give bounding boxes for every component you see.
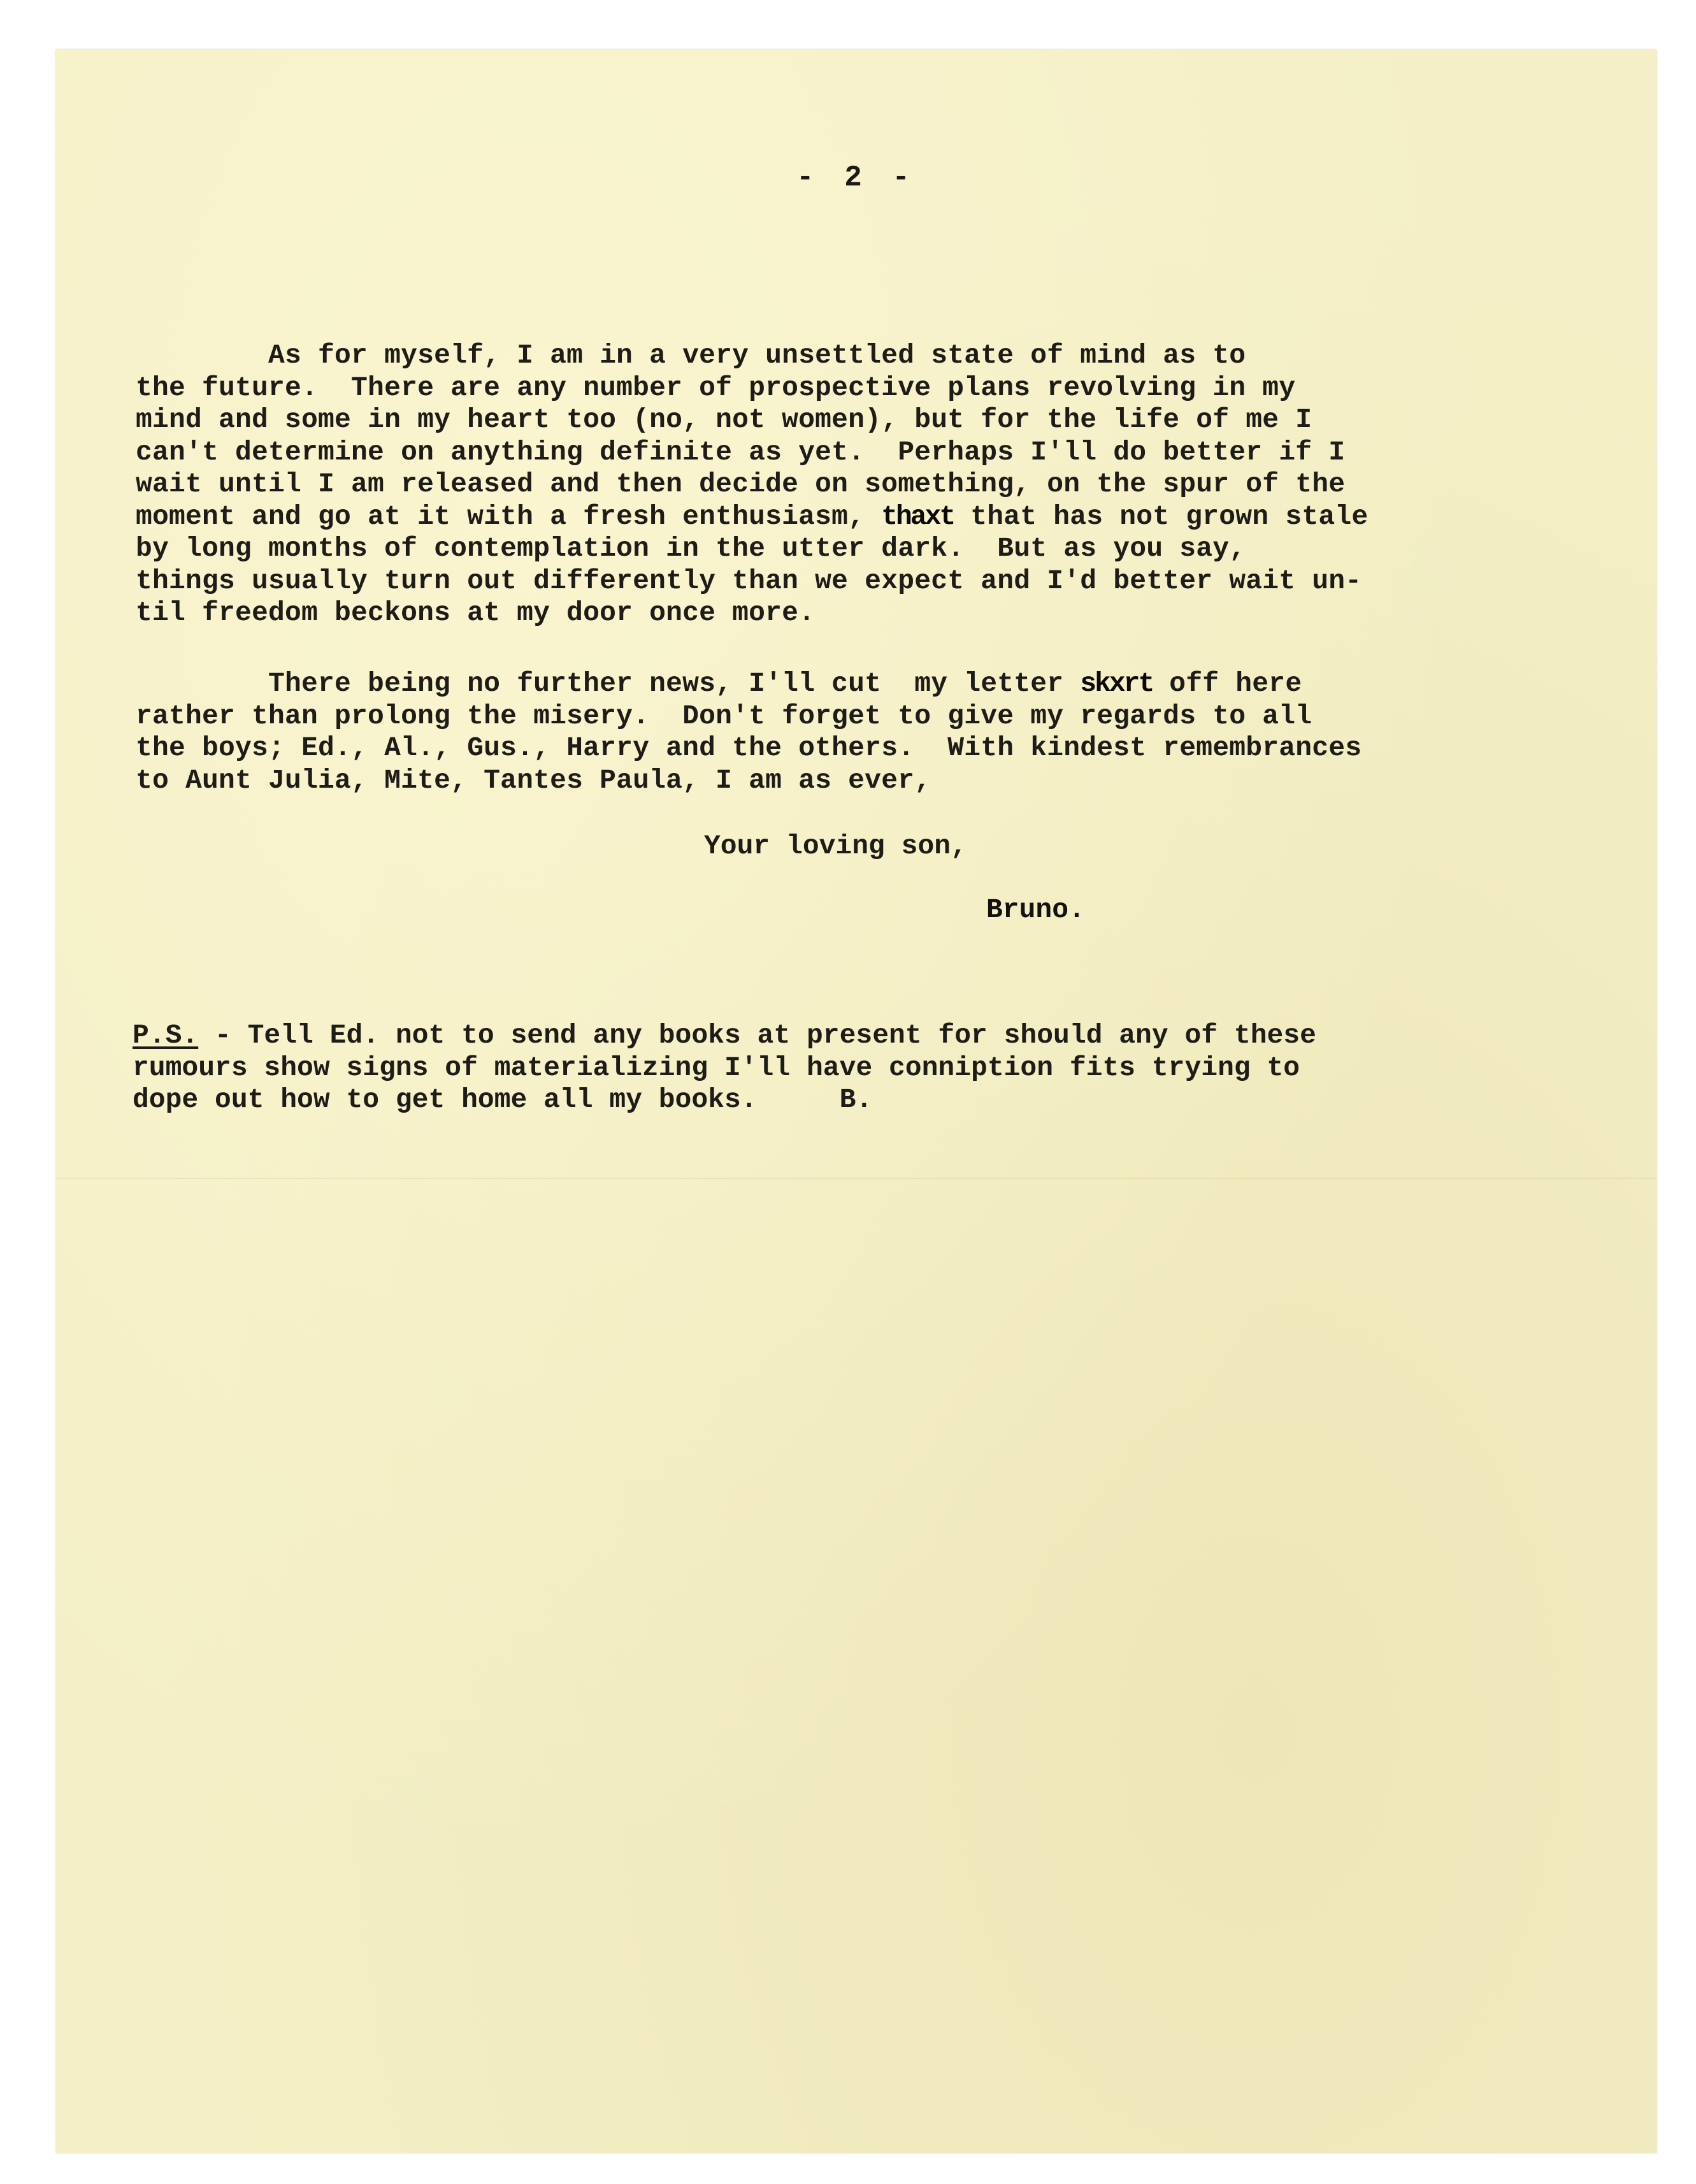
letter-page [56,50,1656,2153]
paragraph-2-line-1 [136,668,1601,700]
paragraph-2-line-2: rather than prolong the misery. Don't forget to give my regards to all [136,700,1312,732]
paragraph-1-line-6 [136,501,1601,533]
postscript-label: P.S. [133,1020,199,1051]
postscript [133,1020,1630,1117]
postscript-line-1-text: - Tell Ed. not to send any books at present for should any of these [198,1020,1316,1051]
paragraph-1-line-1: As for myself, I am in a very unsettled state of mind as to [136,340,1246,371]
paragraph-1-line-8: things usually turn out differently than we expect and I'd better wait un- [136,565,1362,597]
paragraph-2-line-3: the boys; Ed., Al., Gus., Harry and the others. With kindest remembrances [136,732,1362,763]
postscript-line-3: dope out how to get home all my books. B. [133,1084,873,1115]
paragraph-1-line-2: the future. There are any number of prospective plans revolving in my [136,372,1296,403]
paragraph-1 [136,340,1601,630]
paragraph-2-line-4: to Aunt Julia, Mite, Tantes Paula, I am as ever, [136,764,931,796]
postscript-line-2: rumours show signs of materializing I'll have conniption fits trying to [133,1052,1300,1083]
paragraph-1-line-6-start: moment and go at it with a fresh enthusiasm, [136,500,865,532]
paragraph-1-line-9: til freedom beckons at my door once more. [136,597,816,628]
paragraph-2-line-1-end: off here [1153,668,1302,699]
paragraph-1-line-4: can't determine on anything definite as yet. Perhaps I'll do better if I [136,436,1346,468]
page-number: - 2 - [796,161,917,194]
paragraph-1-line-5: wait until I am released and then decide on something, on the spur of the [136,468,1346,500]
paragraph-1-line-3: mind and some in my heart too (no, not women), but for the life of me I [136,404,1312,435]
paragraph-1-line-7: by long months of contemplation in the utter dark. But as you say, [136,533,1246,564]
struck-out-word: thaxt [881,500,954,532]
signature: Bruno. [986,894,1085,925]
struck-out-word: skxrt [1080,668,1153,699]
postscript-line-1 [133,1020,1630,1052]
closing-salutation: Your loving son, [704,830,967,862]
paragraph-2 [136,668,1601,797]
paragraph-1-line-6-end: that has not grown stale [954,500,1369,532]
paper-fold-line [56,1178,1656,1179]
paragraph-2-line-1-start: There being no further news, I'll cut my letter [136,668,1081,699]
